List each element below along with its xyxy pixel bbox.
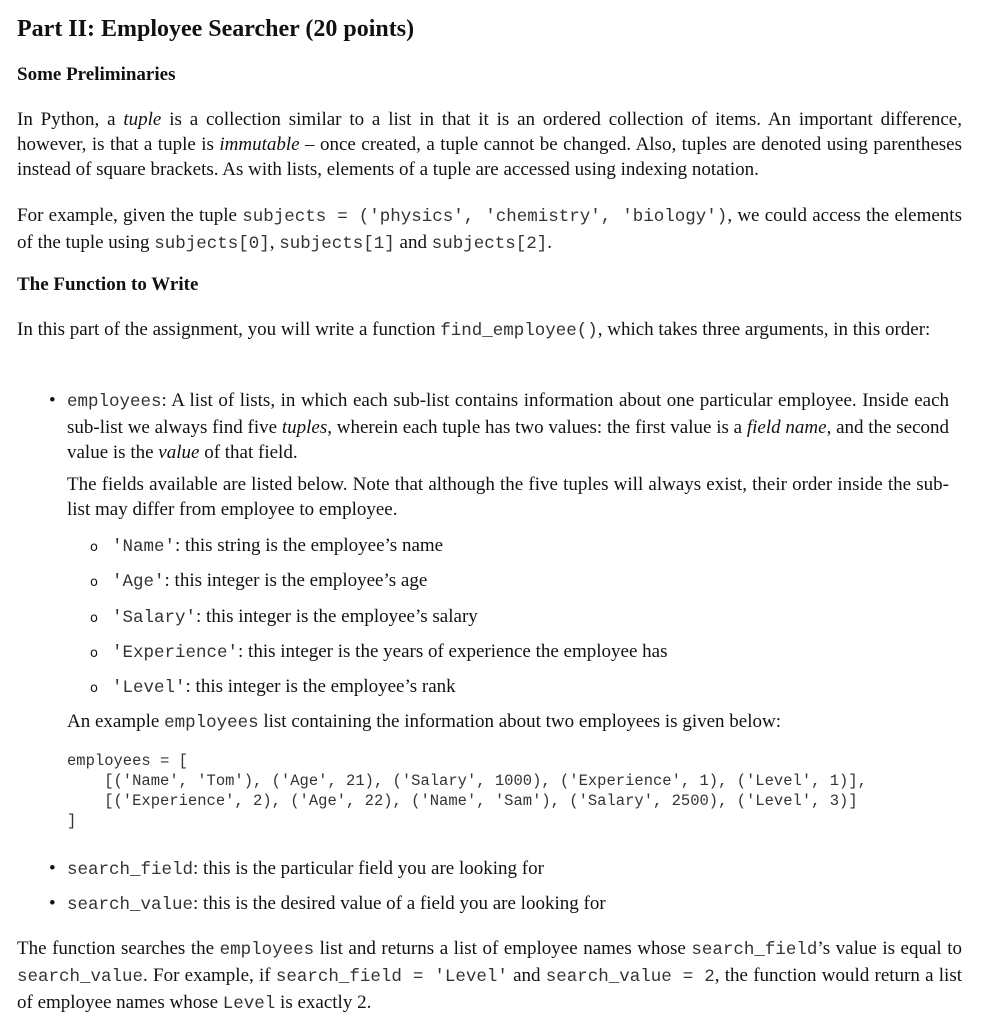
- bullet-marker: •: [49, 858, 56, 879]
- bullet-marker: •: [49, 893, 56, 914]
- paragraph-function-behavior: The function searches the employees list and returns a list of employee names whose search_field’s value is equal to search_value. For example, if search_field = 'Level' and search_value = 2, the function would return a list of employee names whose Level is exactly 2.: [17, 938, 963, 1014]
- paragraph-tuple-example: For example, given the tuple subjects = ('physics', 'chemistry', 'biology'), we could access the elements of the tuple using subjects[0], subjects[1] and subjects[2].: [17, 205, 962, 254]
- paragraph-fields-intro: The fields available are listed below. Note that although the five tuples will always exist, their order inside the sub-list may differ from employee to employee.: [67, 474, 949, 520]
- section-heading-function: The Function to Write: [17, 274, 199, 295]
- field-item-name: o 'Name': this string is the employee’s name: [90, 535, 444, 557]
- page-title: Part II: Employee Searcher (20 points): [17, 16, 415, 42]
- field-item-level: o 'Level': this integer is the employee’s rank: [90, 676, 456, 698]
- field-item-age: o 'Age': this integer is the employee’s age: [90, 570, 428, 592]
- bullet-search-field: search_field: this is the particular field you are looking for: [67, 858, 544, 880]
- paragraph-function-intro: In this part of the assignment, you will write a function find_employee(), which takes three arguments, in this order:: [17, 319, 931, 341]
- section-heading-preliminaries: Some Preliminaries: [17, 64, 176, 85]
- paragraph-example-intro: An example employees list containing the information about two employees is given below:: [67, 711, 782, 733]
- bullet-marker: •: [49, 390, 56, 411]
- paragraph-tuple-intro: In Python, a tuple is a collection similar to a list in that it is an ordered collection of items. An important difference, however, is that a tuple is immutable – once created, a tuple cannot be changed. Also, tuples are denoted using parentheses instead of square brackets. As with lists, elements of a tuple are accessed using indexing notation.: [17, 109, 962, 180]
- field-item-experience: o 'Experience': this integer is the years of experience the employee has: [90, 641, 668, 663]
- code-example-employees: employees = [ [('Name', 'Tom'), ('Age', 21), ('Salary', 1000), ('Experience', 1), ('Level', 1)], [('Experience', 2), ('Age', 22), ('Name', 'Sam'), ('Salary', 2500), ('Level', 3)] ]: [67, 752, 867, 830]
- field-item-salary: o 'Salary': this integer is the employee’s salary: [90, 606, 478, 628]
- bullet-employees: employees: A list of lists, in which each sub-list contains information about one particular employee. Inside each sub-list we always find five tuples, wherein each tuple has two values: the first value is a field name, and the second value is the value of that field.: [67, 390, 950, 463]
- bullet-search-value: search_value: this is the desired value of a field you are looking for: [67, 893, 606, 915]
